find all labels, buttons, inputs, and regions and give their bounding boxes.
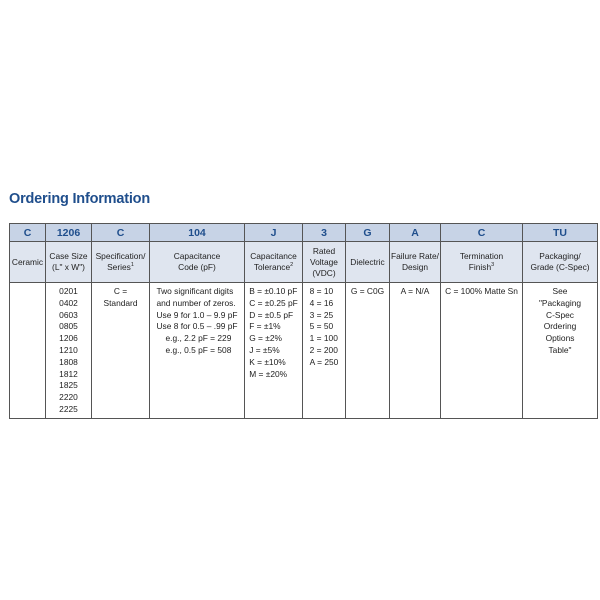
value-list	[310, 286, 339, 369]
header-line: Termination	[459, 251, 504, 261]
footnote-mark: 1	[130, 262, 134, 269]
header-line: Design	[401, 262, 429, 272]
header-line: (VDC)	[312, 267, 336, 278]
footnote-mark: 3	[491, 262, 495, 269]
value-line: G = ±2%	[249, 333, 282, 344]
value-line: 5 = 50	[309, 321, 334, 332]
value-list	[156, 286, 237, 357]
header-line: (L" x W")	[52, 262, 85, 272]
value-cell	[245, 283, 303, 419]
value-line: 1210	[59, 344, 78, 355]
value-line: J = ±5%	[249, 344, 280, 355]
header-line: Code (pF)	[178, 262, 216, 272]
value-cell	[303, 283, 346, 419]
header-line: Tolerance	[253, 262, 291, 272]
value-line: A = N/A	[400, 286, 430, 296]
value-line: K = ±10%	[249, 356, 286, 367]
code-cell: 3	[303, 224, 346, 242]
value-cell	[92, 283, 150, 419]
value-line: 3 = 25	[309, 309, 334, 320]
value-line: C-Spec	[546, 309, 574, 320]
value-line: F = ±1%	[249, 321, 281, 332]
value-line: 1812	[59, 368, 78, 379]
header-line: Capacitance	[173, 251, 221, 261]
value-line: "Packaging	[538, 297, 582, 308]
header-line: Grade (C-Spec)	[530, 262, 590, 272]
value-line: 4 = 16	[309, 297, 334, 308]
value-line: 0603	[59, 309, 78, 320]
header-cell	[10, 242, 46, 283]
label-row	[10, 242, 598, 283]
code-row	[10, 224, 598, 242]
value-cell	[10, 283, 46, 419]
value-line: C = ±0.25 pF	[249, 297, 298, 308]
value-cell	[346, 283, 390, 419]
value-line: Use 8 for 0.5 – .99 pF	[156, 321, 238, 332]
header-cell	[390, 242, 441, 283]
value-line: Standard	[103, 297, 138, 308]
value-line: 0201	[59, 286, 78, 296]
code-cell: G	[346, 224, 390, 242]
value-line: Ordering	[543, 321, 577, 332]
header-cell	[523, 242, 598, 283]
header-cell	[303, 242, 346, 283]
value-line: C =	[113, 286, 128, 296]
header-cell	[245, 242, 303, 283]
value-line: 1 = 100	[309, 333, 338, 344]
header-line: Series	[107, 262, 131, 272]
value-line: and number of zeros.	[156, 297, 236, 308]
code-cell: C	[10, 224, 46, 242]
code-cell: C	[441, 224, 523, 242]
code-cell: TU	[523, 224, 598, 242]
value-line: 0402	[59, 297, 78, 308]
code-cell: J	[245, 224, 303, 242]
code-cell: 1206	[46, 224, 92, 242]
value-line: 2225	[59, 403, 78, 414]
value-cell	[523, 283, 598, 419]
value-line: e.g., 0.5 pF = 508	[165, 344, 232, 355]
value-list	[46, 286, 91, 416]
header-line: Dielectric	[350, 256, 385, 267]
header-line: Finish	[468, 262, 492, 272]
header-cell	[346, 242, 390, 283]
value-line: e.g., 2.2 pF = 229	[165, 333, 232, 344]
header-line: Case Size	[49, 251, 88, 261]
value-line: Two significant digits	[156, 286, 234, 296]
value-line: Use 9 for 1.0 – 9.9 pF	[156, 309, 238, 320]
header-line: Ceramic	[11, 256, 44, 267]
value-list	[523, 286, 597, 357]
value-row	[10, 283, 598, 419]
value-cell	[150, 283, 245, 419]
header-line: Specification/	[95, 251, 146, 261]
value-line: 2220	[59, 392, 78, 403]
footnote-mark: 2	[290, 262, 294, 269]
value-cell	[390, 283, 441, 419]
value-line: Table"	[548, 344, 572, 355]
value-line: 2 = 200	[309, 344, 338, 355]
header-line: Failure Rate/	[391, 251, 439, 261]
ordering-table	[9, 223, 598, 419]
header-line: Capacitance	[250, 251, 297, 261]
value-line: Options	[545, 333, 575, 344]
value-line: 0805	[59, 321, 78, 332]
value-line: B = ±0.10 pF	[249, 286, 298, 296]
code-cell: A	[390, 224, 441, 242]
value-list	[249, 286, 298, 380]
value-cell	[441, 283, 523, 419]
section-title: Ordering Information	[9, 191, 151, 207]
value-list	[441, 286, 522, 298]
value-line: 1808	[59, 356, 78, 367]
header-cell	[150, 242, 245, 283]
header-line: Packaging/	[539, 251, 581, 261]
value-line: See	[552, 286, 568, 296]
code-cell: 104	[150, 224, 245, 242]
header-cell	[441, 242, 523, 283]
value-line: 8 = 10	[309, 286, 334, 296]
value-list	[92, 286, 149, 310]
value-line: D = ±0.5 pF	[249, 309, 294, 320]
header-line: Rated	[312, 245, 336, 256]
value-line: A = 250	[309, 356, 339, 367]
header-cell	[46, 242, 92, 283]
code-cell: C	[92, 224, 150, 242]
value-line: G = C0G	[350, 286, 385, 296]
value-cell	[46, 283, 92, 419]
header-line: Voltage	[310, 256, 338, 267]
header-cell	[92, 242, 150, 283]
value-list	[390, 286, 440, 298]
value-line: M = ±20%	[249, 368, 288, 379]
value-line: 1825	[59, 380, 78, 391]
value-line: 1206	[59, 333, 78, 344]
value-list	[346, 286, 389, 298]
value-line: C = 100% Matte Sn	[445, 286, 518, 296]
